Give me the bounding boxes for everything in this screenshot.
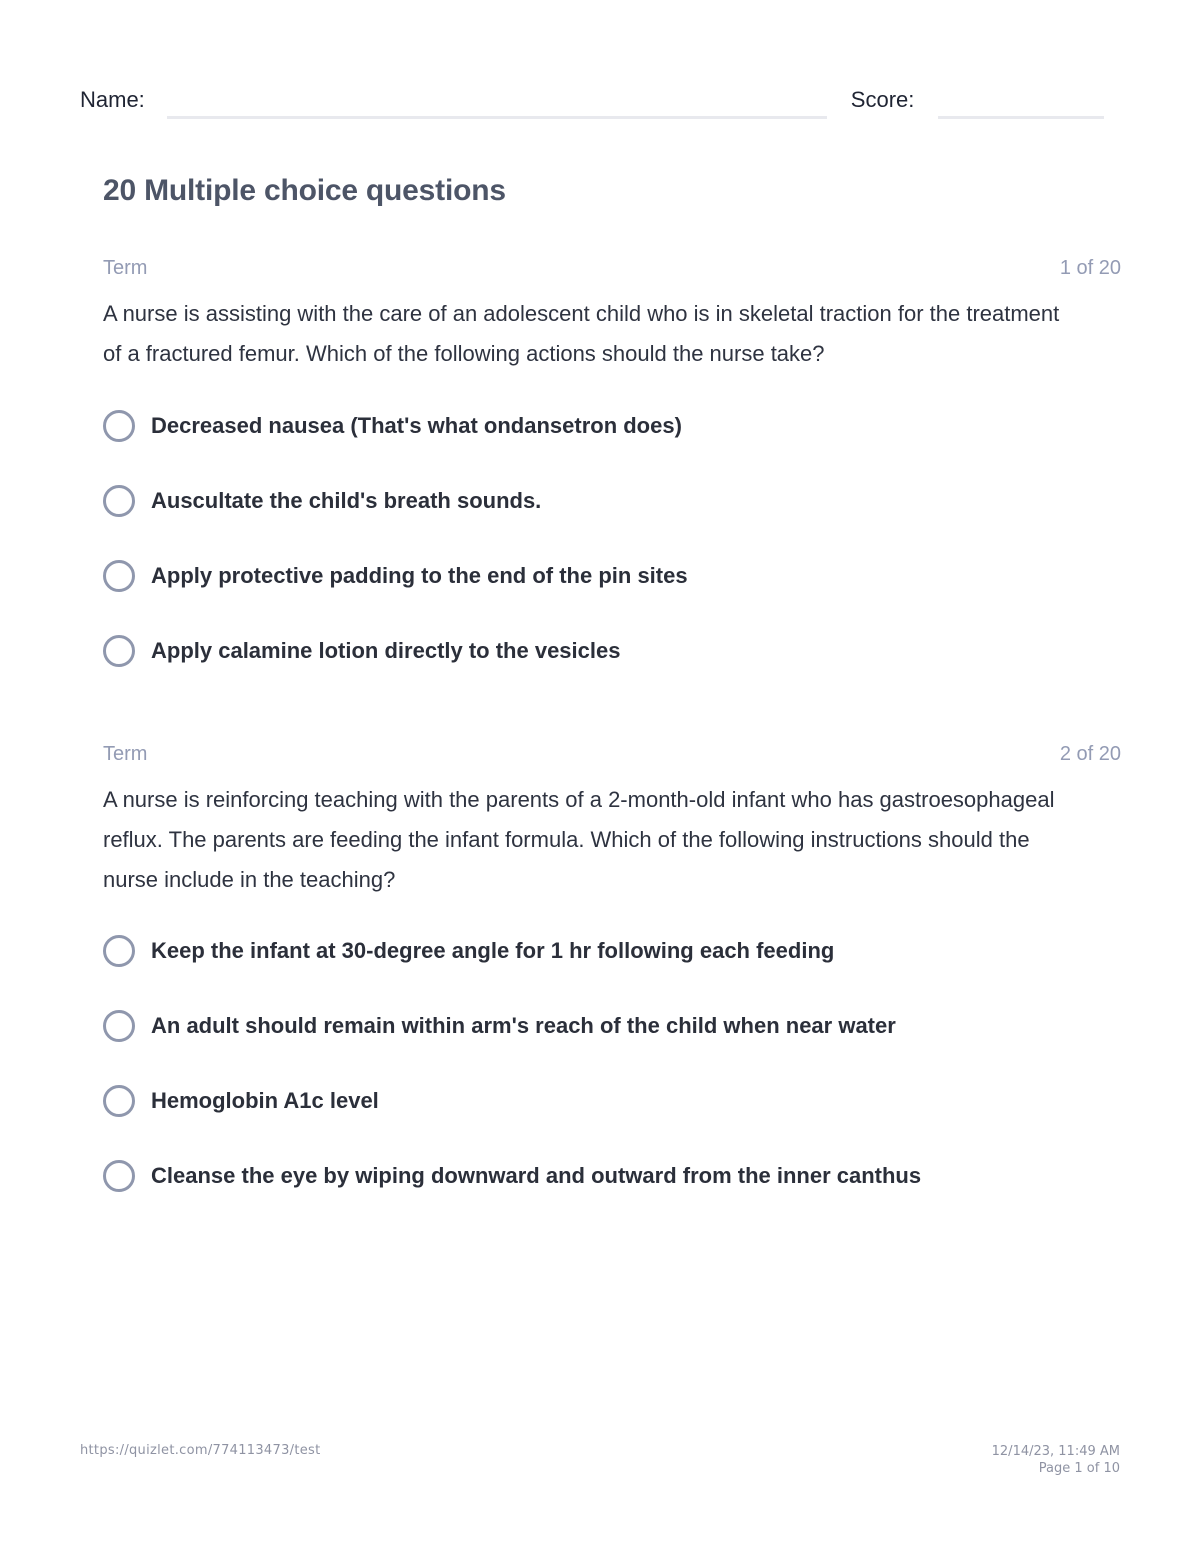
radio-circle-icon[interactable]: [103, 1160, 135, 1192]
answer-option[interactable]: [103, 538, 1121, 613]
answer-option[interactable]: [103, 1063, 1121, 1138]
answer-option-label: Apply calamine lotion directly to the vesicles: [151, 637, 621, 663]
answer-option[interactable]: [103, 988, 1121, 1063]
question-type-label: Term: [103, 257, 148, 279]
page-title: 20 Multiple choice questions: [103, 174, 506, 207]
score-label: Score:: [850, 87, 915, 112]
question-2: [103, 740, 1121, 1213]
answer-option-label: Decreased nausea (That's what ondansetron does): [151, 412, 682, 438]
answer-options: [103, 388, 1121, 688]
question-counter: 2 of 20: [1059, 743, 1121, 765]
radio-circle-icon[interactable]: [103, 560, 135, 592]
radio-circle-icon[interactable]: [103, 635, 135, 667]
question-header: [103, 740, 1121, 768]
answer-option-label: Hemoglobin A1c level: [151, 1087, 379, 1113]
question-1: [103, 254, 1121, 688]
answer-option-label: Apply protective padding to the end of the pin sites: [151, 562, 688, 588]
answer-option[interactable]: [103, 463, 1121, 538]
answer-option-label: An adult should remain within arm's reach of the child when near water: [151, 1012, 896, 1038]
footer-page-number: Page 1 of 10: [1038, 1461, 1120, 1476]
answer-option-label: Auscultate the child's breath sounds.: [151, 487, 542, 513]
answer-option[interactable]: [103, 613, 1121, 688]
footer-meta: [992, 1443, 1120, 1477]
radio-circle-icon[interactable]: [103, 1085, 135, 1117]
answer-option-label: Keep the infant at 30-degree angle for 1 hr following each feeding: [151, 937, 835, 963]
score-field-line[interactable]: [938, 116, 1104, 119]
radio-circle-icon[interactable]: [103, 485, 135, 517]
footer-datetime: 12/14/23, 11:49 AM: [991, 1444, 1120, 1459]
question-text: A nurse is reinforcing teaching with the parents of a 2-month-old infant who has gastroesophageal reflux. The parents are feeding the infant formula. Which of the following instructions should the nurse include in the teaching?: [103, 787, 1055, 892]
radio-circle-icon[interactable]: [103, 410, 135, 442]
header-row: [80, 84, 1122, 120]
answer-option[interactable]: [103, 388, 1121, 463]
answer-option[interactable]: [103, 913, 1121, 988]
radio-circle-icon[interactable]: [103, 1010, 135, 1042]
question-header: [103, 254, 1121, 282]
answer-option[interactable]: [103, 1138, 1121, 1213]
question-type-label: Term: [103, 743, 148, 765]
name-label: Name:: [80, 87, 145, 112]
answer-options: [103, 913, 1121, 1213]
answer-option-label: Cleanse the eye by wiping downward and outward from the inner canthus: [151, 1162, 922, 1188]
footer-url: https://quizlet.com/774113473/test: [80, 1443, 321, 1458]
radio-circle-icon[interactable]: [103, 935, 135, 967]
name-field-line[interactable]: [167, 116, 827, 119]
question-text: A nurse is assisting with the care of an adolescent child who is in skeletal traction for the treatment of a fractured femur. Which of the following actions should the nurse take?: [103, 301, 1060, 366]
question-counter: 1 of 20: [1059, 257, 1121, 279]
